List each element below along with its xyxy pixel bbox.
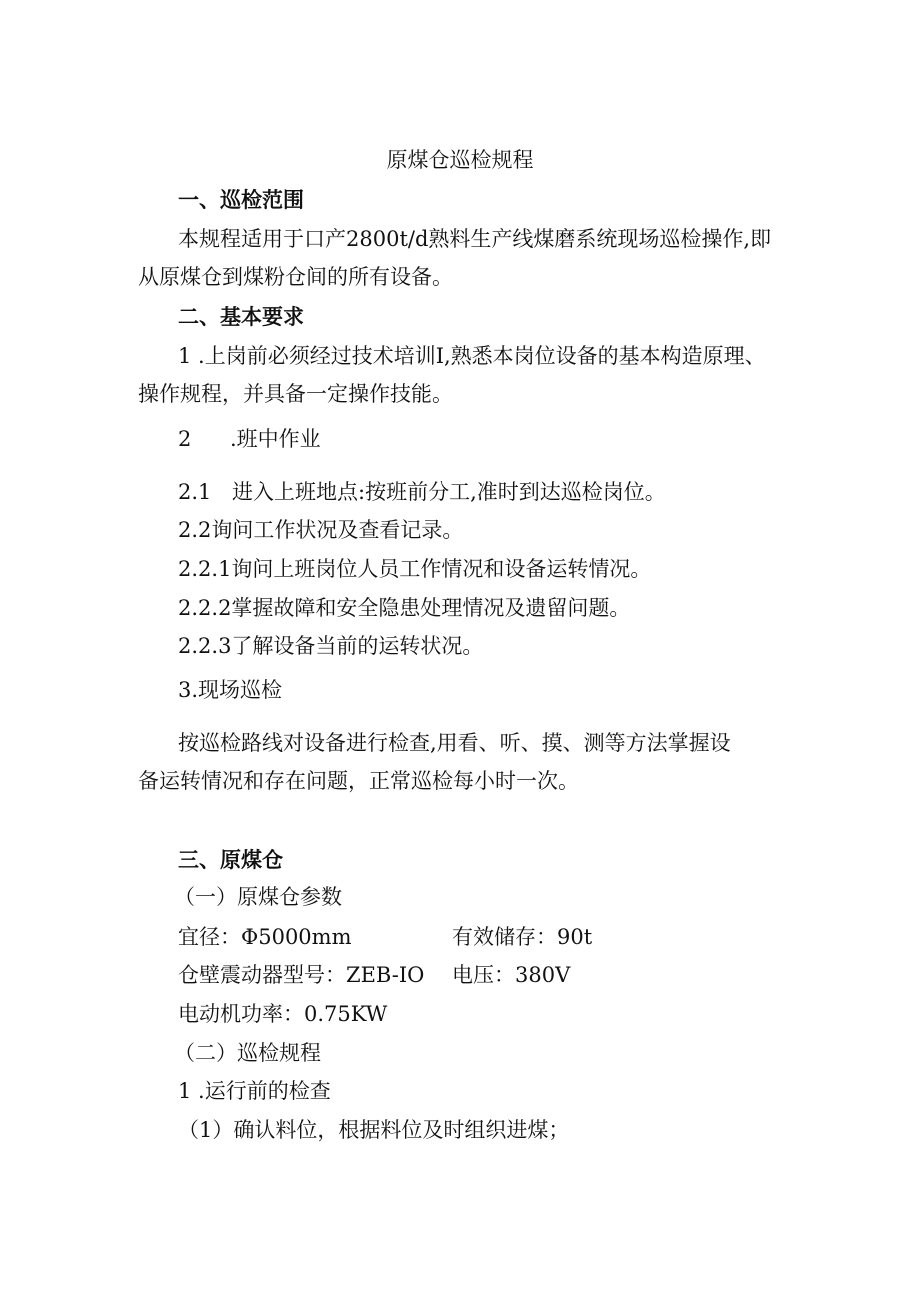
inspection-paragraph-line-2: 备运转情况和存在问题，正常巡检每小时一次。 [138, 769, 579, 793]
subsection-inspection-rules: （二）巡检规程 [174, 1041, 321, 1065]
param-vibrator-model: 仓壁震动器型号：ZEB-IO [178, 963, 425, 987]
requirement-item-2-1-number: 2.1 [178, 480, 212, 504]
requirement-item-2-2-3: 2.2.3了解设备当前的运转状况。 [178, 634, 484, 658]
requirement-item-2-number: 2 [178, 427, 192, 451]
requirement-item-2 [178, 425, 321, 453]
requirement-item-2-1-text: 进入上班地点:按班前分工,准时到达巡检岗位。 [232, 480, 666, 504]
param-diameter: 宜径：Φ5000mm [178, 925, 352, 949]
rule-item-1-1: （1）确认料位，根据料位及时组织进煤； [178, 1118, 570, 1142]
scope-paragraph-line-2: 从原煤仓到煤粉仓间的所有设备。 [138, 265, 453, 289]
section-heading-requirements: 二、基本要求 [178, 305, 304, 329]
subsection-parameters: （一）原煤仓参数 [174, 885, 342, 909]
rule-item-1: 1 .运行前的检查 [178, 1079, 331, 1103]
param-motor-power: 电动机功率：0.75KW [178, 1002, 388, 1026]
scope-paragraph-line-1: 本规程适用于口产2800t/d熟料生产线煤磨系统现场巡检操作,即 [178, 227, 772, 251]
requirement-item-1-line-2: 操作规程，并具备一定操作技能。 [138, 382, 453, 406]
requirement-item-2-text: .班中作业 [230, 427, 321, 451]
requirement-item-3: 3.现场巡检 [178, 678, 283, 702]
param-storage: 有效储存：90t [452, 925, 593, 949]
section-heading-raw-coal-bin: 三、原煤仓 [178, 848, 283, 872]
requirement-item-2-2-2: 2.2.2掌握故障和安全隐患处理情况及遗留问题。 [178, 596, 631, 620]
requirement-item-1-line-1: 1 .上岗前必须经过技术培训I,熟悉本岗位设备的基本构造原理、 [178, 344, 766, 368]
requirement-item-2-2-1: 2.2.1询问上班岗位人员工作情况和设备运转情况。 [178, 557, 652, 581]
section-heading-scope: 一、巡检范围 [178, 188, 304, 212]
document-title: 原煤仓巡检规程 [386, 148, 534, 172]
requirement-item-2-2: 2.2询问工作状况及查看记录。 [178, 518, 464, 542]
requirement-item-2-1 [178, 478, 666, 506]
param-voltage: 电压：380V [452, 963, 571, 987]
inspection-paragraph-line-1: 按巡检路线对设备进行检查,用看、听、摸、测等方法掌握设 [178, 731, 731, 755]
